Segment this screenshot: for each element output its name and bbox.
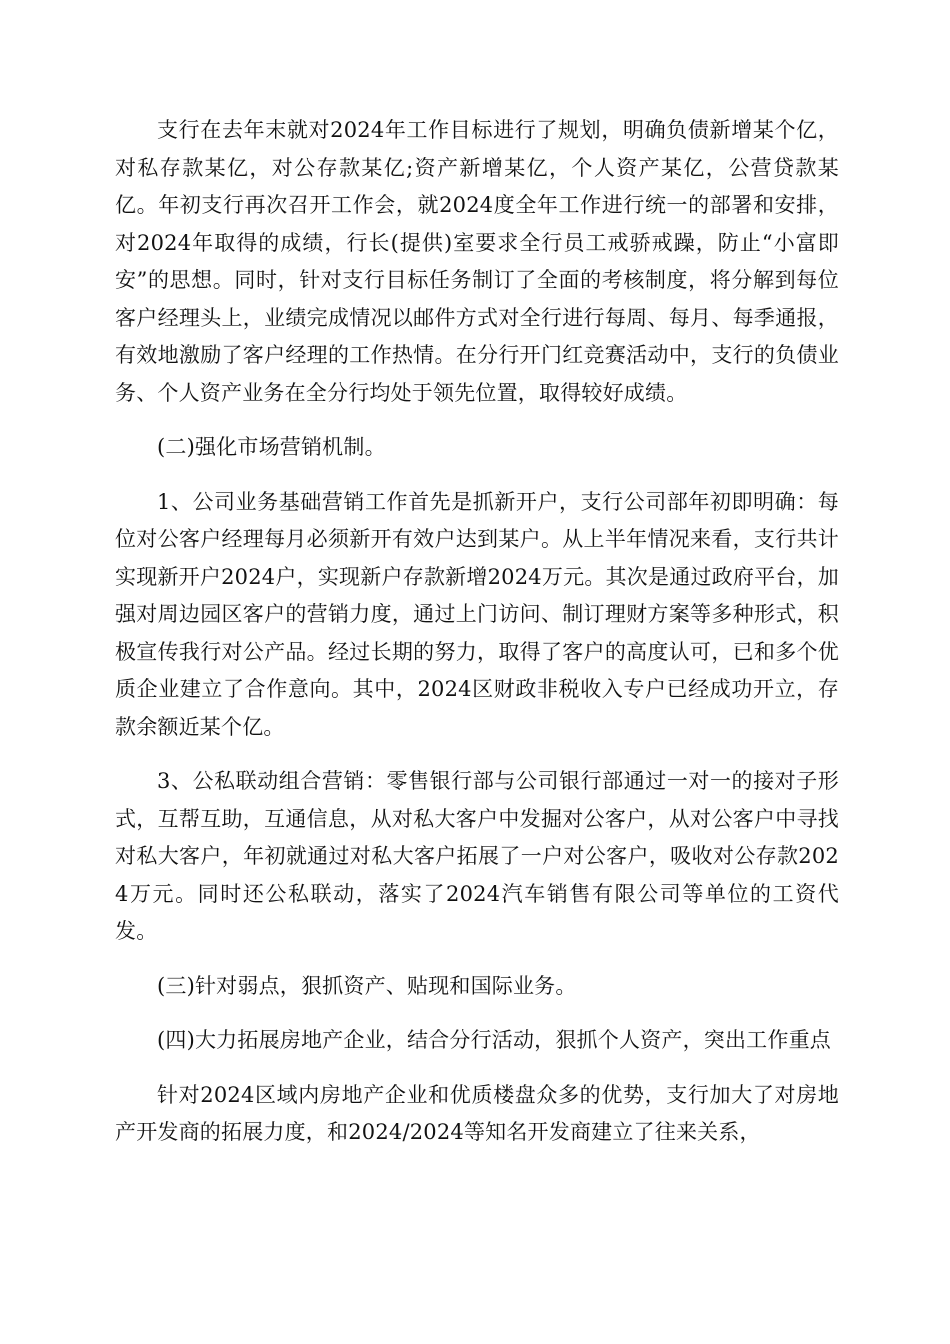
heading-real-estate: (四)大力拓展房地产企业，结合分行活动，狠抓个人资产，突出工作重点 <box>157 1028 831 1052</box>
paragraph-joint-marketing: 3、公私联动组合营销：零售银行部与公司银行部通过一对一的接对子形式，互帮互助，互通信息，从对私大客户中发掘对公客户，从对公客户中寻找对私大客户，年初就通过对私大客户拓展了一户对公客户，吸收对公存款2024万元。同时还公私联动，落实了2024汽车销售有限公司等单位的工资代发。 <box>115 769 839 943</box>
paragraph-planning: 支行在去年末就对2024年工作目标进行了规划，明确负债新增某个亿，对私存款某亿，对公存款某亿;资产新增某亿，个人资产某亿，公营贷款某亿。年初支行再次召开工作会，就2024度全年工作进行统一的部署和安排，对2024年取得的成绩，行长(提供)室要求全行员工戒骄戒躁，防止“小富即安”的思想。同时，针对支行目标任务制订了全面的考核制度，将分解到每位客户经理头上，业绩完成情况以邮件方式对全行进行每周、每月、每季通报，有效地激励了客户经理的工作热情。在分行开门红竞赛活动中，支行的负债业务、个人资产业务在全分行均处于领先位置，取得较好成绩。 <box>115 118 839 405</box>
paragraph-corporate-accounts: 1、公司业务基础营销工作首先是抓新开户，支行公司部年初即明确：每位对公客户经理每月必须新开有效户达到某户。从上半年情况来看，支行共计实现新开户2024户，实现新户存款新增2024万元。其次是通过政府平台，加强对周边园区客户的营销力度，通过上门访问、制订理财方案等多种形式，积极宣传我行对公产品。经过长期的努力，取得了客户的高度认可，已和多个优质企业建立了合作意向。其中，2024区财政非税收入专户已经成功开立，存款余额近某个亿。 <box>115 489 839 739</box>
heading-weak-points: (三)针对弱点，狠抓资产、贴现和国际业务。 <box>157 973 577 998</box>
paragraph-real-estate: 针对2024区域内房地产企业和优质楼盘众多的优势，支行加大了对房地产开发商的拓展力度，和2024/2024等知名开发商建立了往来关系， <box>115 1082 839 1144</box>
document-body <box>115 112 839 1152</box>
heading-marketing-mechanism: (二)强化市场营销机制。 <box>157 435 386 459</box>
